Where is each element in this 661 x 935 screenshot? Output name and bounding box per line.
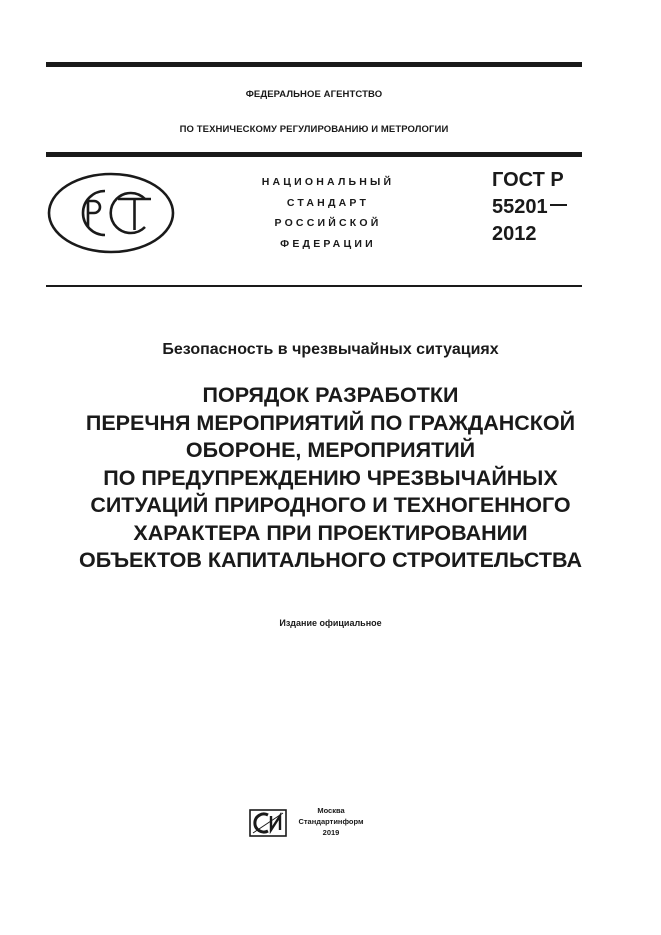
edition-note: Издание официальное	[279, 618, 382, 628]
standard-designation	[492, 167, 567, 248]
publisher-year: 2019	[322, 828, 340, 837]
publisher-name: Стандартинформ	[298, 817, 364, 826]
designation-prefix: ГОСТ Р	[492, 169, 564, 191]
rst-logo-icon	[47, 172, 175, 254]
title-line: ПЕРЕЧНЯ МЕРОПРИЯТИЙ ПО ГРАЖДАНСКОЙ	[85, 410, 576, 435]
national-caption-line: РОССИЙСКОЙ	[274, 217, 382, 229]
designation-dash	[550, 204, 567, 206]
national-caption-line: СТАНДАРТ	[286, 196, 370, 209]
document-title	[20, 382, 641, 575]
standartinform-logo-icon	[249, 809, 287, 837]
publisher-imprint	[296, 805, 366, 838]
national-caption-line: НАЦИОНАЛЬНЫЙ	[261, 176, 395, 188]
agency-name-line-2: ПО ТЕХНИЧЕСКОМУ РЕГУЛИРОВАНИЮ И МЕТРОЛОГИИ	[179, 124, 449, 135]
top-rule	[46, 62, 582, 67]
title-line: ОБЪЕКТОВ КАПИТАЛЬНОГО СТРОИТЕЛЬСТВА	[78, 548, 583, 572]
title-line: ПО ПРЕДУПРЕЖДЕНИЮ ЧРЕЗВЫЧАЙНЫХ	[103, 465, 558, 490]
designation-year: 2012	[492, 223, 537, 245]
bottom-rule	[46, 285, 582, 287]
document-subject: Безопасность в чрезвычайных ситуациях	[162, 341, 499, 358]
title-line: СИТУАЦИЙ ПРИРОДНОГО И ТЕХНОГЕННОГО	[90, 493, 571, 517]
designation-number: 55201	[492, 196, 548, 218]
title-line: ПОРЯДОК РАЗРАБОТКИ	[202, 383, 459, 407]
publisher-city: Москва	[317, 806, 345, 815]
national-caption-line: ФЕДЕРАЦИИ	[280, 237, 376, 250]
national-standard-caption	[230, 172, 426, 254]
title-line: ОБОРОНЕ, МЕРОПРИЯТИЙ	[185, 438, 476, 462]
agency-name-line-1: ФЕДЕРАЛЬНОЕ АГЕНТСТВО	[245, 89, 383, 100]
middle-rule	[46, 152, 582, 157]
title-line: ХАРАКТЕРА ПРИ ПРОЕКТИРОВАНИИ	[133, 520, 528, 545]
